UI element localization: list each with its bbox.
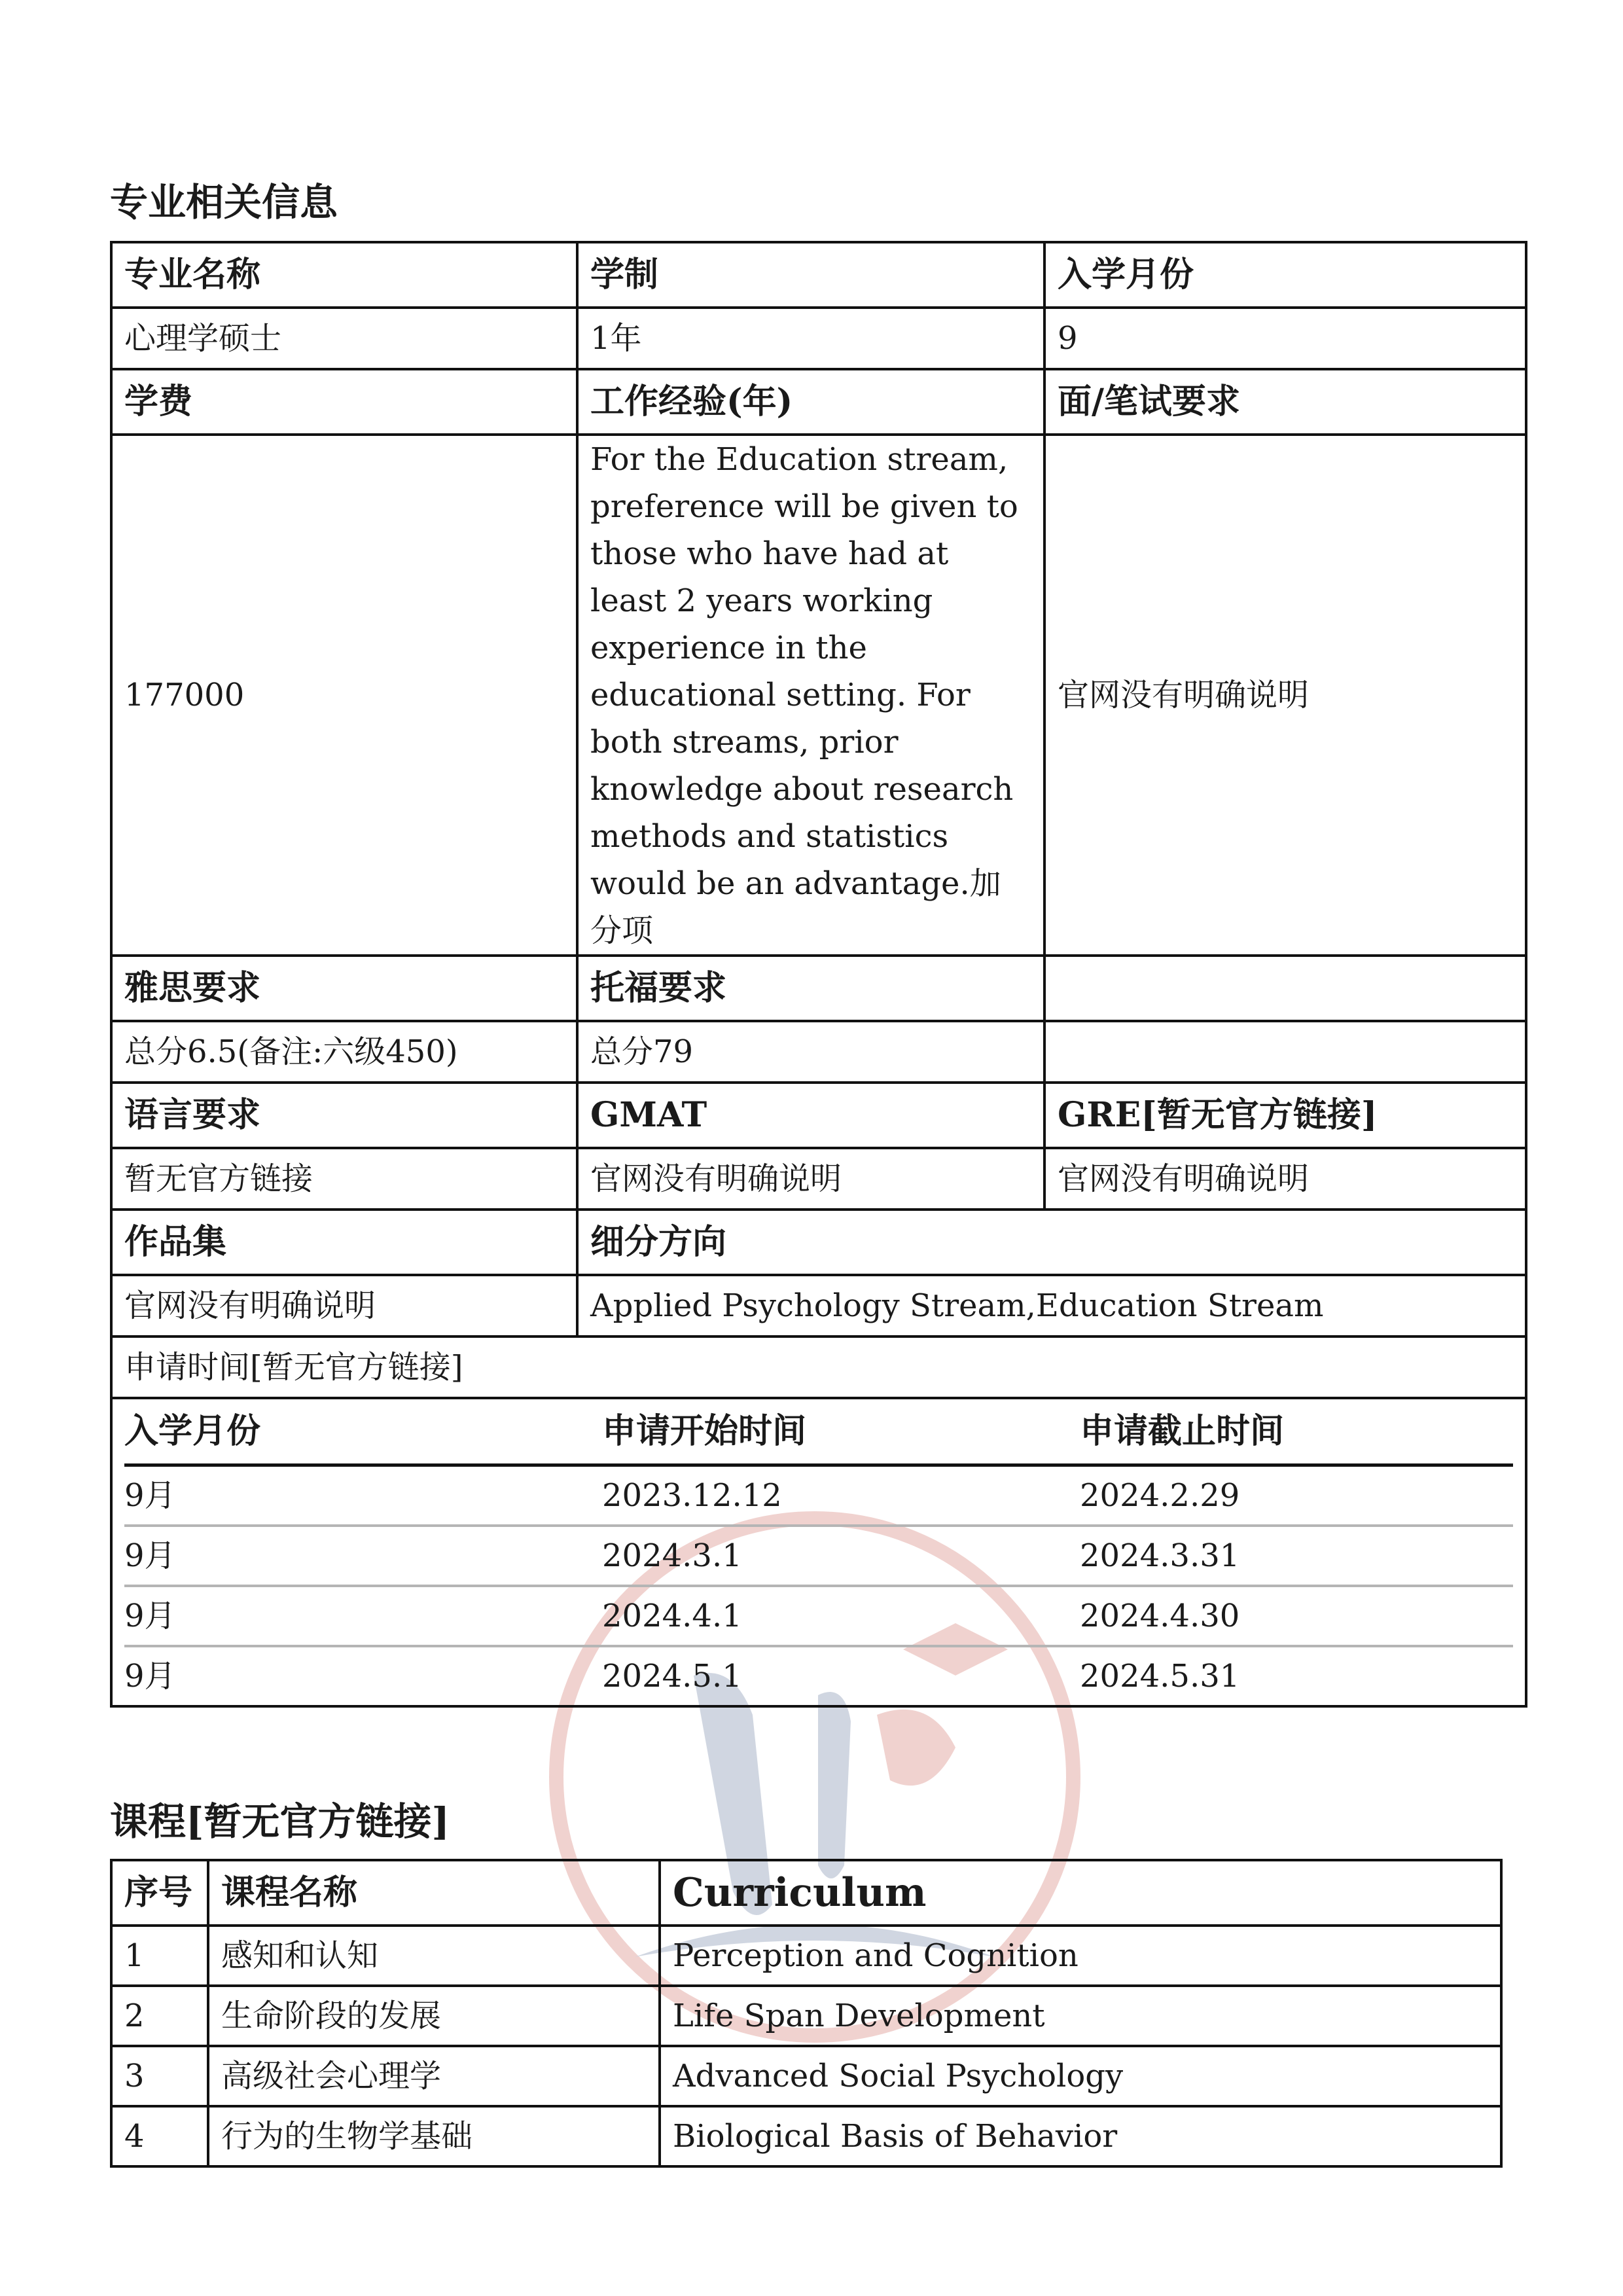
work-experience-value: For the Education stream, preference will be given to those who have had at least 2 years working experience in the educational setting. For both streams, prior knowledge about research methods and statistics would be an advantage.加分项 (577, 435, 1044, 956)
application-schedule-cell (111, 1398, 1526, 1706)
stream-value: Applied Psychology Stream,Education Stream (577, 1275, 1526, 1336)
schedule-intake: 9月 (124, 1658, 176, 1695)
course-header-name: 课程名称 (208, 1860, 660, 1926)
language-value: 暂无官方链接 (111, 1148, 577, 1210)
major-name-value: 心理学硕士 (111, 308, 577, 369)
schedule-start: 2023.12.12 (602, 1465, 1080, 1526)
gmat-value: 官网没有明确说明 (577, 1148, 1044, 1210)
schedule-intake: 9月 (124, 1526, 602, 1586)
course-name-en: Advanced Social Psychology (660, 2046, 1501, 2106)
course-index: 4 (111, 2106, 208, 2166)
course-index: 2 (111, 1986, 208, 2046)
section-title-major-info: 专业相关信息 (110, 180, 338, 224)
empty-cell (1044, 1021, 1526, 1083)
ielts-value: 总分6.5(备注:六级450) (111, 1021, 577, 1083)
duration-label: 学制 (577, 242, 1044, 308)
course-row (111, 2046, 1501, 2106)
schedule-header-deadline: 申请截止时间 (1080, 1399, 1513, 1465)
intake-label: 入学月份 (1044, 242, 1526, 308)
schedule-start: 2024.3.1 (602, 1526, 1080, 1586)
schedule-row (124, 1646, 1513, 1705)
intake-value: 9 (1044, 308, 1526, 369)
schedule-deadline: 2024.3.31 (1080, 1526, 1513, 1586)
course-table (110, 1859, 1503, 2168)
interview-value: 官网没有明确说明 (1044, 435, 1526, 956)
interview-label: 面/笔试要求 (1044, 369, 1526, 435)
schedule-header-start: 申请开始时间 (602, 1399, 1080, 1465)
language-label: 语言要求 (111, 1083, 577, 1148)
course-name-en: Biological Basis of Behavior (660, 2106, 1501, 2166)
course-row (111, 2106, 1501, 2166)
schedule-row (124, 1465, 1513, 1526)
stream-label: 细分方向 (577, 1210, 1526, 1275)
course-name-cn: 行为的生物学基础 (208, 2106, 660, 2166)
portfolio-label: 作品集 (111, 1210, 577, 1275)
work-experience-label: 工作经验(年) (577, 369, 1044, 435)
application-time-label: 申请时间[暂无官方链接] (111, 1336, 1526, 1398)
schedule-deadline: 2024.5.31 (1080, 1658, 1240, 1695)
empty-cell (1044, 956, 1526, 1021)
application-schedule-table (124, 1399, 1513, 1705)
schedule-intake: 9月 (124, 1465, 602, 1526)
course-index: 1 (111, 1926, 208, 1986)
gre-value: 官网没有明确说明 (1044, 1148, 1526, 1210)
schedule-start: 2024.5.1 (602, 1658, 742, 1695)
course-index: 3 (111, 2046, 208, 2106)
course-name-en: Perception and Cognition (660, 1926, 1501, 1986)
ielts-label: 雅思要求 (111, 956, 577, 1021)
major-name-label: 专业名称 (111, 242, 577, 308)
course-name-cn: 高级社会心理学 (208, 2046, 660, 2106)
schedule-deadline: 2024.4.30 (1080, 1586, 1513, 1646)
tuition-label: 学费 (111, 369, 577, 435)
course-row (111, 1926, 1501, 1986)
schedule-header-intake: 入学月份 (124, 1399, 602, 1465)
course-name-en: Life Span Development (660, 1986, 1501, 2046)
schedule-row (124, 1586, 1513, 1646)
major-info-table (110, 241, 1527, 1708)
schedule-start: 2024.4.1 (602, 1586, 1080, 1646)
course-header-index: 序号 (111, 1860, 208, 1926)
gmat-label: GMAT (577, 1083, 1044, 1148)
course-name-cn: 感知和认知 (208, 1926, 660, 1986)
schedule-deadline: 2024.2.29 (1080, 1465, 1513, 1526)
gre-label: GRE[暂无官方链接] (1044, 1083, 1526, 1148)
section-title-courses: 课程[暂无官方链接] (110, 1799, 450, 1844)
course-name-cn: 生命阶段的发展 (208, 1986, 660, 2046)
duration-value: 1年 (577, 308, 1044, 369)
toefl-label: 托福要求 (577, 956, 1044, 1021)
course-header-curriculum: Curriculum (660, 1860, 1501, 1926)
course-row (111, 1986, 1501, 2046)
toefl-value: 总分79 (577, 1021, 1044, 1083)
schedule-intake: 9月 (124, 1586, 602, 1646)
tuition-value: 177000 (111, 435, 577, 956)
portfolio-value: 官网没有明确说明 (111, 1275, 577, 1336)
schedule-row (124, 1526, 1513, 1586)
